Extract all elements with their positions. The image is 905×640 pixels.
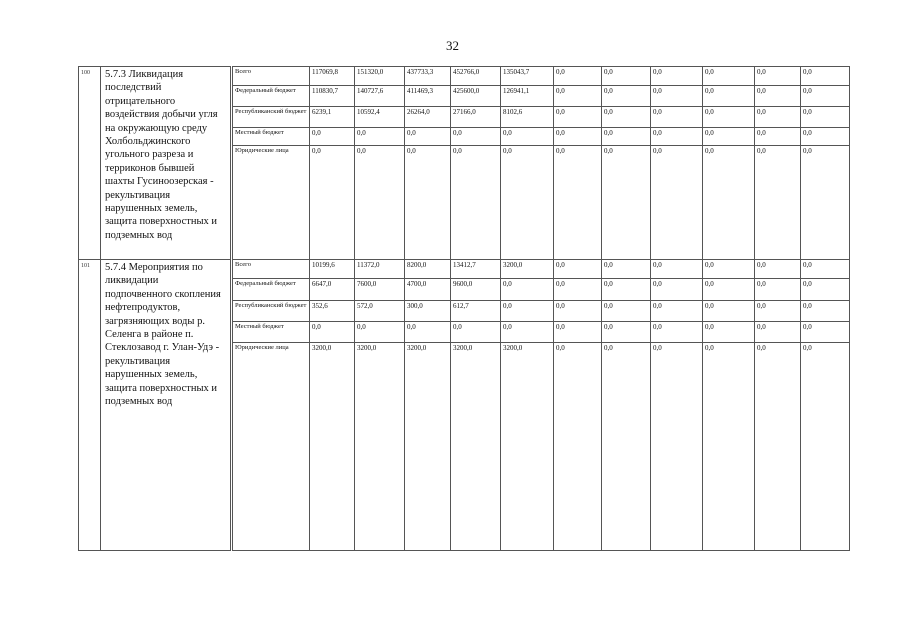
amount-cell: 0,0 [651,301,703,322]
amount-cell: 0,0 [755,86,801,107]
amount-cell: 0,0 [554,322,602,343]
amount-cell: 0,0 [310,322,355,343]
amount-cell: 0,0 [801,279,850,301]
amount-cell: 0,0 [651,86,703,107]
funding-source: Местный бюджет [232,128,310,146]
amount-cell: 0,0 [703,260,755,279]
amount-cell: 0,0 [501,322,554,343]
amount-cell: 0,0 [554,279,602,301]
amount-cell: 3200,0 [501,260,554,279]
funding-source: Всего [232,260,310,279]
amount-cell: 452766,0 [451,67,501,86]
amount-cell: 0,0 [602,322,651,343]
amount-cell: 0,0 [651,322,703,343]
amount-cell: 0,0 [703,67,755,86]
amount-cell: 0,0 [602,67,651,86]
amount-cell: 0,0 [405,128,451,146]
amount-cell: 0,0 [405,146,451,260]
amount-cell: 3200,0 [501,343,554,551]
amount-cell: 612,7 [451,301,501,322]
amount-cell: 300,0 [405,301,451,322]
amount-cell: 0,0 [310,128,355,146]
funding-source: Местный бюджет [232,322,310,343]
amount-cell: 0,0 [755,322,801,343]
amount-cell: 0,0 [602,260,651,279]
amount-cell: 0,0 [703,86,755,107]
budget-row [79,67,850,86]
amount-cell: 0,0 [755,260,801,279]
amount-cell: 0,0 [501,301,554,322]
funding-source: Республиканский бюджет [232,301,310,322]
amount-cell: 4700,0 [405,279,451,301]
budget-row [79,260,850,279]
amount-cell: 0,0 [755,107,801,128]
amount-cell: 0,0 [651,279,703,301]
amount-cell: 3200,0 [451,343,501,551]
amount-cell: 0,0 [602,128,651,146]
amount-cell: 8102,6 [501,107,554,128]
amount-cell: 0,0 [755,301,801,322]
amount-cell: 0,0 [755,67,801,86]
amount-cell: 10592,4 [355,107,405,128]
amount-cell: 0,0 [554,343,602,551]
amount-cell: 0,0 [651,128,703,146]
amount-cell: 0,0 [451,128,501,146]
amount-cell: 0,0 [801,86,850,107]
amount-cell: 0,0 [703,146,755,260]
amount-cell: 0,0 [602,146,651,260]
amount-cell: 411469,3 [405,86,451,107]
amount-cell: 0,0 [451,322,501,343]
amount-cell: 0,0 [651,260,703,279]
amount-cell: 0,0 [602,279,651,301]
amount-cell: 0,0 [755,343,801,551]
amount-cell: 0,0 [651,343,703,551]
amount-cell: 0,0 [355,128,405,146]
row-number: 101 [79,260,101,551]
amount-cell: 0,0 [703,343,755,551]
amount-cell: 0,0 [602,86,651,107]
amount-cell: 0,0 [703,279,755,301]
amount-cell: 0,0 [554,128,602,146]
amount-cell: 0,0 [801,107,850,128]
amount-cell: 0,0 [310,146,355,260]
amount-cell: 0,0 [703,128,755,146]
amount-cell: 0,0 [801,67,850,86]
amount-cell: 0,0 [355,146,405,260]
measure-title: 5.7.3 Ликвидация последствий отрицательного воздействия добычи угля на окружающую среду Холбольджинского угольного разреза и терриконов бывшей шахты Гусиноозерская - рекультивация нарушенных земель, защита поверхностных и подземных вод [101,67,232,260]
amount-cell: 0,0 [801,260,850,279]
amount-cell: 6647,0 [310,279,355,301]
amount-cell: 117069,8 [310,67,355,86]
amount-cell: 10199,6 [310,260,355,279]
amount-cell: 0,0 [602,301,651,322]
amount-cell: 0,0 [554,86,602,107]
amount-cell: 0,0 [755,279,801,301]
amount-cell: 0,0 [801,343,850,551]
amount-cell: 352,6 [310,301,355,322]
amount-cell: 0,0 [651,146,703,260]
amount-cell: 11372,0 [355,260,405,279]
amount-cell: 3200,0 [355,343,405,551]
page-number: 32 [446,38,459,53]
funding-source: Республиканский бюджет [232,107,310,128]
amount-cell: 0,0 [703,301,755,322]
amount-cell: 7600,0 [355,279,405,301]
amount-cell: 0,0 [554,67,602,86]
amount-cell: 0,0 [554,107,602,128]
amount-cell: 0,0 [451,146,501,260]
funding-source: Федеральный бюджет [232,279,310,301]
amount-cell: 9600,0 [451,279,501,301]
amount-cell: 0,0 [405,322,451,343]
amount-cell: 3200,0 [405,343,451,551]
budget-table [78,66,850,551]
amount-cell: 0,0 [703,107,755,128]
amount-cell: 0,0 [801,146,850,260]
amount-cell: 0,0 [602,343,651,551]
amount-cell: 0,0 [554,301,602,322]
amount-cell: 110830,7 [310,86,355,107]
amount-cell: 27166,0 [451,107,501,128]
amount-cell: 0,0 [703,322,755,343]
amount-cell: 3200,0 [310,343,355,551]
amount-cell: 135043,7 [501,67,554,86]
measure-title: 5.7.4 Мероприятия по ликвидации подпочвенного скопления нефтепродуктов, загрязняющих воды р. Селенга в районе п. Стеклозавод г. Улан-Удэ - рекультивация нарушенных земель, защита поверхностных и подземных вод [101,260,232,551]
amount-cell: 0,0 [554,260,602,279]
amount-cell: 437733,3 [405,67,451,86]
amount-cell: 151320,0 [355,67,405,86]
amount-cell: 0,0 [651,67,703,86]
amount-cell: 425600,0 [451,86,501,107]
amount-cell: 0,0 [651,107,703,128]
funding-source: Всего [232,67,310,86]
amount-cell: 0,0 [801,322,850,343]
funding-source: Юридические лица [232,343,310,551]
amount-cell: 572,0 [355,301,405,322]
amount-cell: 26264,0 [405,107,451,128]
amount-cell: 13412,7 [451,260,501,279]
amount-cell: 0,0 [501,128,554,146]
amount-cell: 0,0 [801,128,850,146]
amount-cell: 126941,1 [501,86,554,107]
amount-cell: 0,0 [554,146,602,260]
row-number: 100 [79,67,101,260]
amount-cell: 0,0 [602,107,651,128]
amount-cell: 0,0 [755,128,801,146]
funding-source: Юридические лица [232,146,310,260]
funding-source: Федеральный бюджет [232,86,310,107]
amount-cell: 0,0 [801,301,850,322]
amount-cell: 0,0 [355,322,405,343]
amount-cell: 6239,1 [310,107,355,128]
amount-cell: 0,0 [501,279,554,301]
amount-cell: 0,0 [755,146,801,260]
amount-cell: 0,0 [501,146,554,260]
amount-cell: 140727,6 [355,86,405,107]
amount-cell: 8200,0 [405,260,451,279]
